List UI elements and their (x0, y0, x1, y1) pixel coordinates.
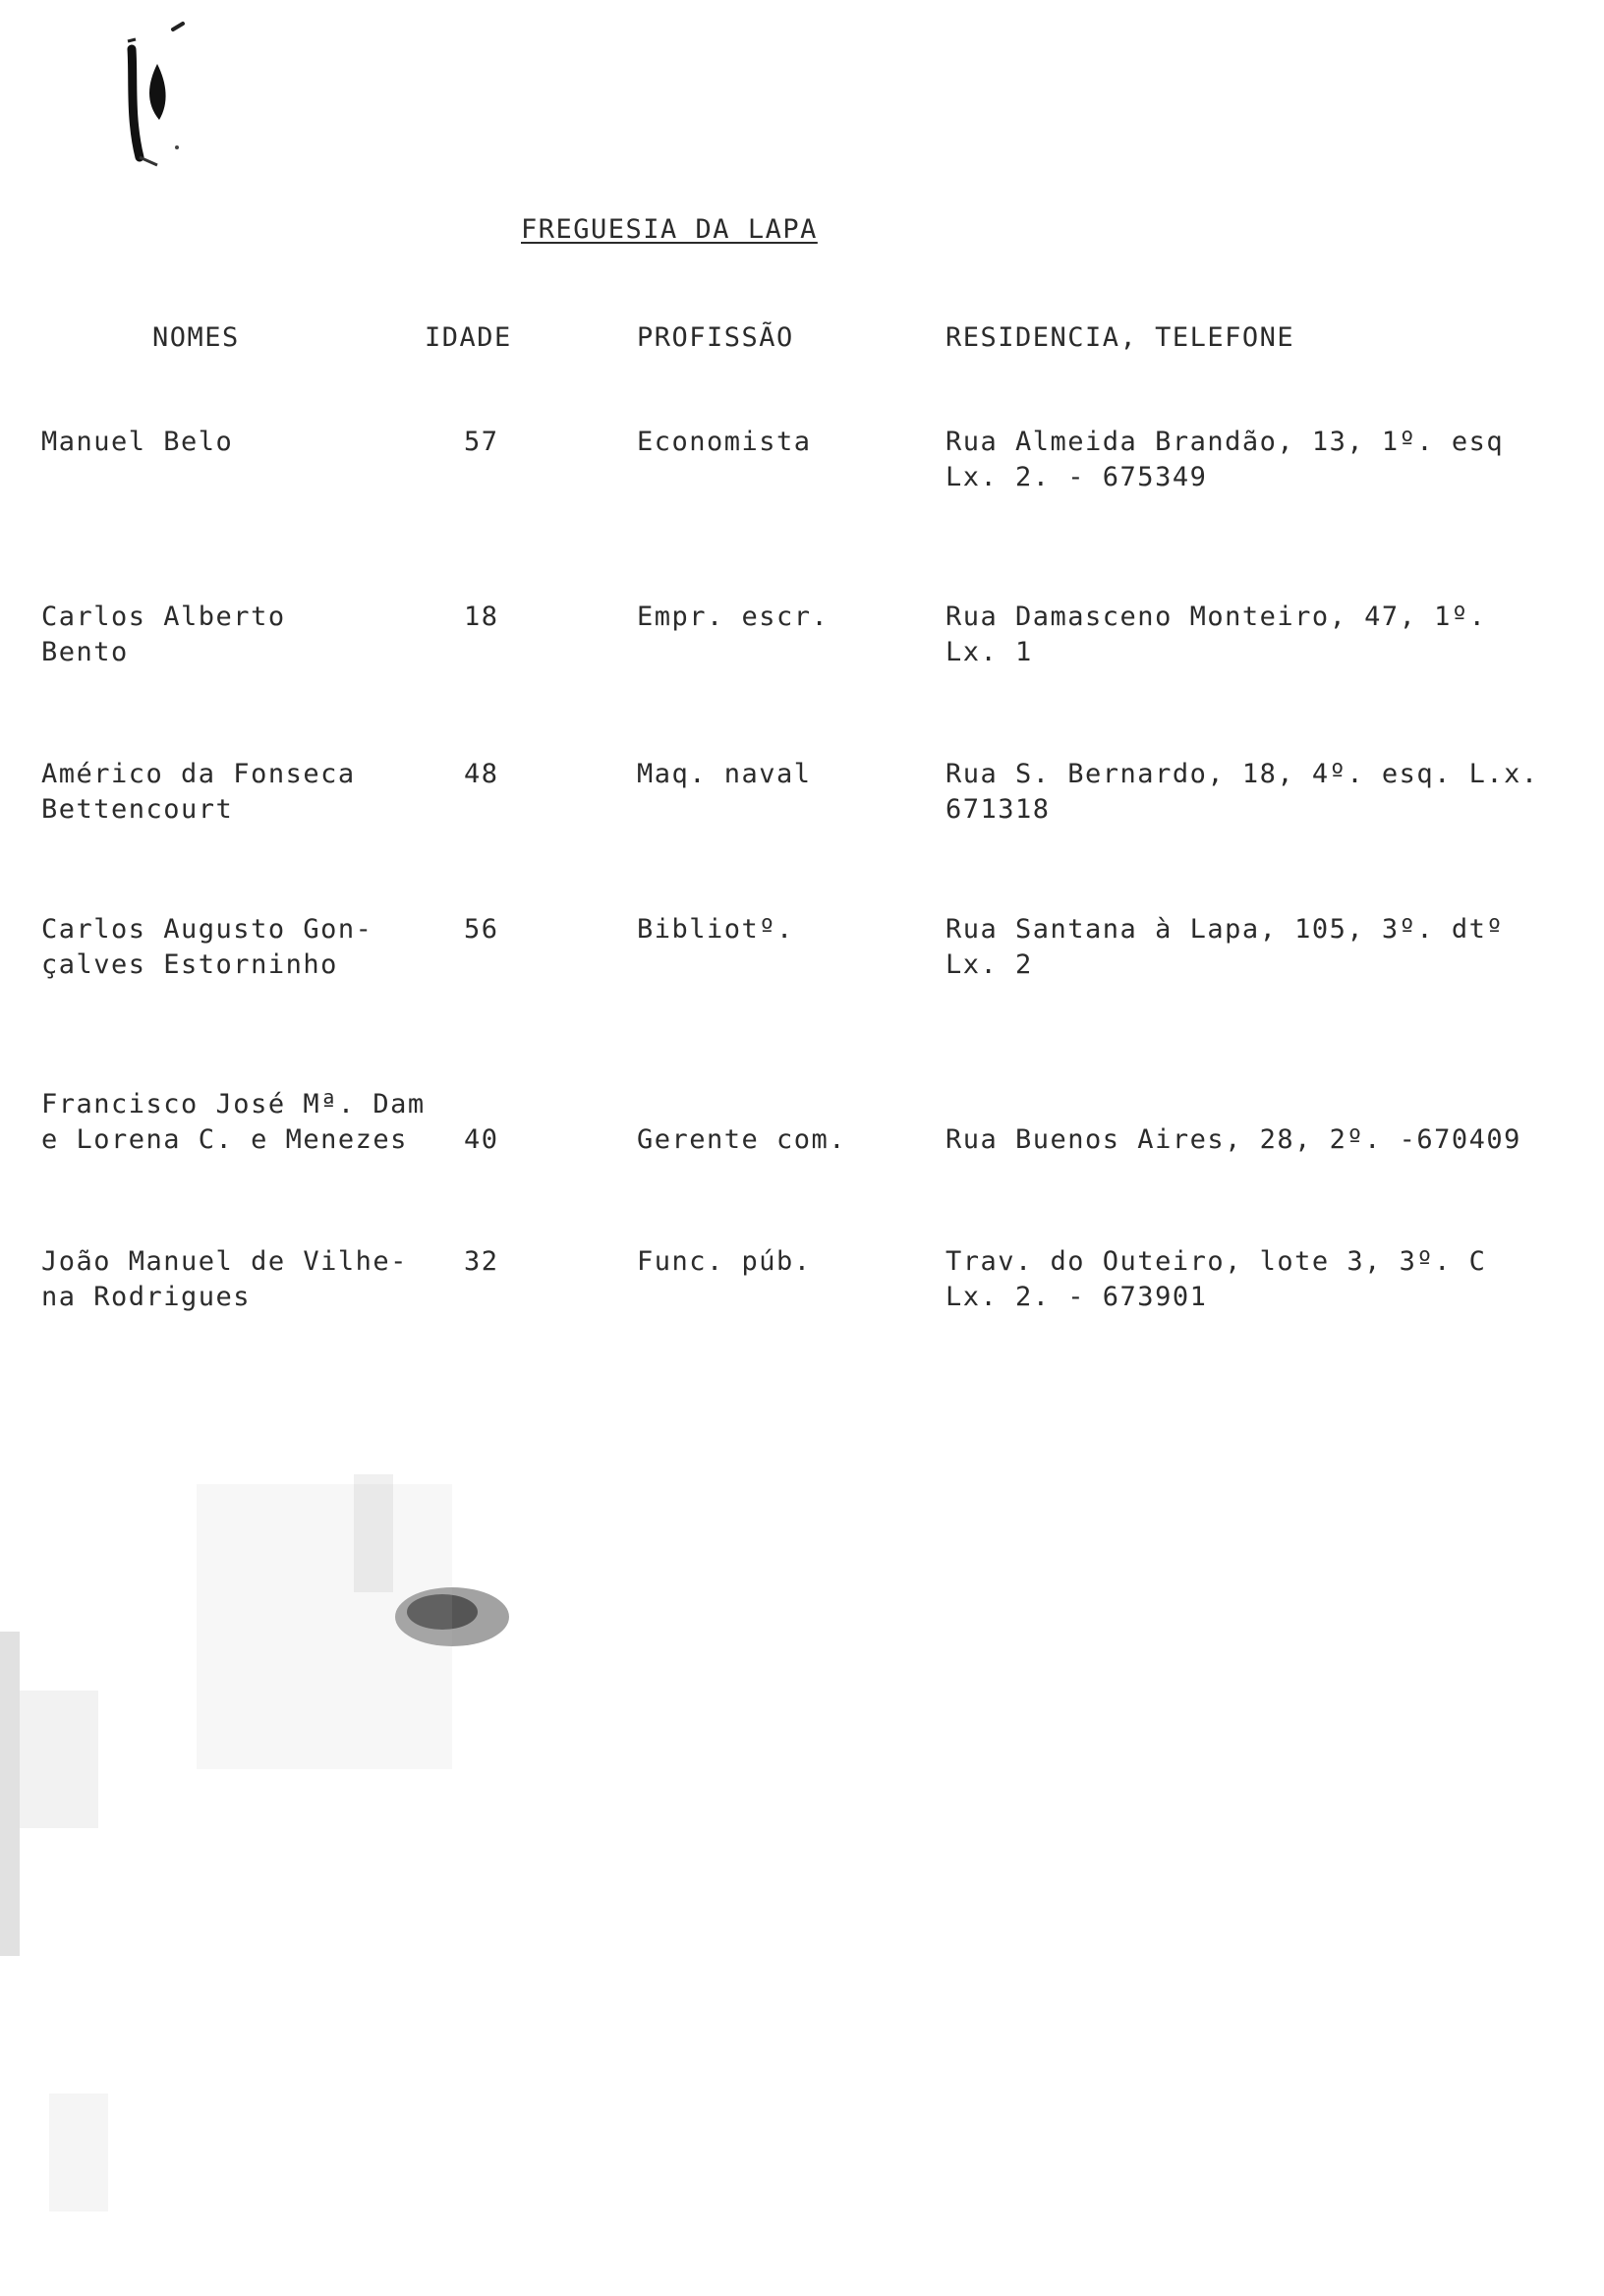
row-residence-line: Lx. 1 (945, 637, 1033, 667)
row-age: 32 (464, 1246, 499, 1277)
row-residence-line: Trav. do Outeiro, lote 3, 3º. C (945, 1246, 1487, 1277)
column-header-profissao: PROFISSÃO (637, 322, 794, 353)
row-profession: Maq. naval (637, 759, 812, 789)
row-name-line: na Rodrigues (41, 1282, 252, 1312)
row-name-line: Francisco José Mª. Dam (41, 1089, 426, 1119)
row-residence-line: Rua Almeida Brandão, 13, 1º. esq (945, 427, 1505, 457)
row-age: 18 (464, 602, 499, 632)
row-name-line: Américo da Fonseca (41, 759, 356, 789)
row-name-line: João Manuel de Vilhe- (41, 1246, 408, 1277)
row-residence-line: Rua Buenos Aires, 28, 2º. -670409 (945, 1124, 1521, 1155)
row-profession: Bibliotº. (637, 914, 794, 945)
column-header-idade: IDADE (425, 322, 512, 353)
row-residence-line: Lx. 2. - 675349 (945, 462, 1208, 492)
row-age: 57 (464, 427, 499, 457)
row-residence-line: Rua Damasceno Monteiro, 47, 1º. (945, 602, 1487, 632)
row-age: 40 (464, 1124, 499, 1155)
row-age: 56 (464, 914, 499, 945)
row-name-line: Carlos Augusto Gon- (41, 914, 373, 945)
row-profession: Empr. escr. (637, 602, 830, 632)
row-age: 48 (464, 759, 499, 789)
row-name-line: Bento (41, 637, 129, 667)
row-name-line: Bettencourt (41, 794, 234, 825)
ink-smudge-icon (0, 1632, 108, 2241)
row-residence-line: Rua S. Bernardo, 18, 4º. esq. L.x. (945, 759, 1539, 789)
row-name-line: Manuel Belo (41, 427, 234, 457)
handwritten-mark-icon (118, 10, 226, 177)
row-name-line: çalves Estorninho (41, 949, 338, 980)
row-name-line: Carlos Alberto (41, 602, 286, 632)
row-residence-line: 671318 (945, 794, 1051, 825)
row-name-line: e Lorena C. e Menezes (41, 1124, 408, 1155)
row-profession: Func. púb. (637, 1246, 812, 1277)
row-residence-line: Rua Santana à Lapa, 105, 3º. dtº (945, 914, 1505, 945)
page-title: FREGUESIA DA LAPA (521, 214, 818, 245)
column-header-nomes: NOMES (152, 322, 240, 353)
ink-smudge-icon (157, 1455, 472, 1789)
row-profession: Economista (637, 427, 812, 457)
row-profession: Gerente com. (637, 1124, 847, 1155)
row-residence-line: Lx. 2. - 673901 (945, 1282, 1208, 1312)
column-header-residencia: RESIDENCIA, TELEFONE (945, 322, 1295, 353)
row-residence-line: Lx. 2 (945, 949, 1033, 980)
